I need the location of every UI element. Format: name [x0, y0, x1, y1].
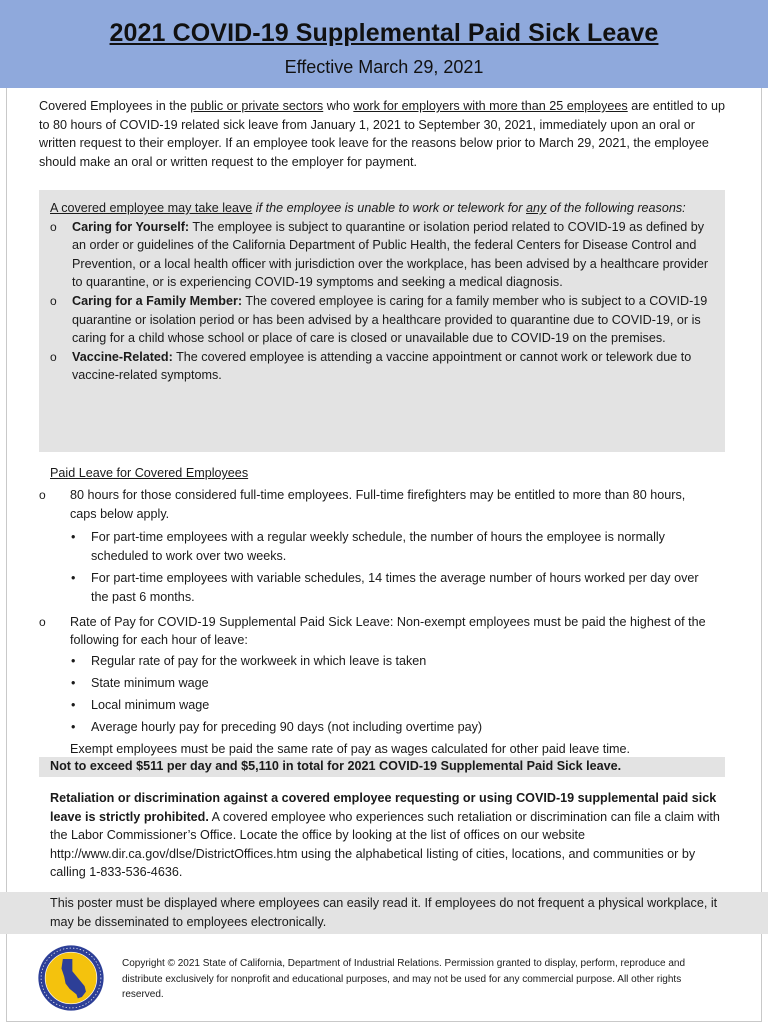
intro-underline-sectors: public or private sectors: [190, 99, 324, 113]
list-item: [39, 696, 711, 715]
list-item: [39, 652, 711, 671]
rate-list: [39, 613, 711, 650]
exempt-text: Exempt employees must be paid the same rate of pay as wages calculated for other paid leave time.: [70, 742, 631, 757]
sub-item-text: Average hourly pay for preceding 90 days (not including overtime pay): [91, 720, 483, 735]
sub-item-text: State minimum wage: [91, 675, 209, 690]
retaliation-bold: Retaliation or discrimination against a covered employee requesting or using COVID-19 supplemental paid sick leave is strictly prohibited.: [50, 791, 717, 824]
reason-label: Vaccine-Related:: [72, 349, 173, 364]
reasons-lead: [50, 199, 712, 218]
cap-text: Not to exceed $511 per day and $5,110 in total for 2021 COVID-19 Supplemental Paid Sick leave.: [50, 759, 622, 773]
disc-bullet-icon: •: [71, 530, 76, 545]
dir-seal-icon: [37, 944, 105, 1012]
sub-item-text: Local minimum wage: [91, 697, 210, 712]
rate-sub-list: [39, 652, 711, 737]
retaliation-paragraph: [50, 789, 720, 882]
reasons-lead-italic-2: of the following reasons:: [546, 201, 686, 215]
circle-bullet-icon: o: [50, 219, 57, 234]
circle-bullet-icon: o: [50, 349, 57, 364]
disc-bullet-icon: •: [71, 571, 76, 586]
reasons-lead-any: any: [526, 201, 547, 215]
sub-item-text: For part-time employees with variable schedules, 14 times the average number of hours worked per day over the past 6 months.: [91, 571, 699, 604]
intro-text-3: are entitled to up to 80 hours of COVID-19 related sick leave from January 1, 2021 to September 30, 2021, immediately upon an oral or written request to their employer. If an employee took leave for the reasons below prior to March 29, 2021, the employee should make an oral or written request to the employer for payment.: [39, 99, 726, 169]
disc-bullet-icon: •: [71, 697, 76, 712]
list-item: [39, 528, 711, 565]
reasons-lead-italic-1: if the employee is unable to work or telework for: [252, 201, 527, 215]
reasons-list: [39, 218, 712, 385]
reason-text: The employee is subject to quarantine or isolation period related to COVID-19 as defined by an order or guidelines of the California Department of Public Health, the federal Centers for Disease Control and Prevention, or a local health officer with jurisdiction over the workplace, has been advised by a healthcare provider to quarantine, or is experiencing COVID-19 symptoms and seeking a medical diagnosis.: [72, 219, 709, 290]
intro-text-2: who: [323, 99, 354, 113]
circle-bullet-icon: o: [39, 614, 46, 629]
paid-leave-list: [39, 486, 711, 759]
intro-text-1: Covered Employees in the: [39, 99, 191, 113]
disc-bullet-icon: •: [71, 653, 76, 668]
sub-item-text: Regular rate of pay for the workweek in which leave is taken: [91, 653, 427, 668]
hours-sub-list: [39, 528, 711, 606]
hours-text: 80 hours for those considered full-time employees. Full-time firefighters may be entitled to more than 80 hours, caps below apply.: [70, 488, 686, 521]
list-item: [39, 292, 712, 348]
reasons-lead-underlined: A covered employee may take leave: [50, 201, 253, 215]
reason-label: Caring for a Family Member:: [72, 293, 243, 308]
sub-item-text: For part-time employees with a regular weekly schedule, the number of hours the employee is normally scheduled to work over two weeks.: [91, 530, 665, 563]
copyright-notice: Copyright © 2021 State of California, Department of Industrial Relations. Permission granted to display, perform, reproduce and distribute exclusively for nonprofit and educational purposes, and may not be used for any commercial purpose. All other rights reserved.: [122, 958, 686, 1001]
reason-text: The covered employee is caring for a family member who is subject to a COVID-19 quarantine or isolation period or has been advised by a healthcare provided to quarantine due to COVID-19, or is caring for a child whose school or place of care is closed or unavailable due to COVID-19 on the premises.: [72, 293, 708, 346]
list-item: [39, 486, 711, 523]
list-item: [39, 218, 712, 292]
intro-underline-employers: work for employers with more than 25 employees: [353, 99, 628, 113]
circle-bullet-icon: o: [39, 488, 46, 502]
reasons-section: [50, 199, 712, 385]
reason-text: The covered employee is attending a vaccine appointment or cannot work or telework due to vaccine-related symptoms.: [72, 349, 692, 383]
disc-bullet-icon: •: [71, 720, 76, 735]
page-subtitle: Effective March 29, 2021: [284, 57, 484, 77]
list-item: [39, 718, 711, 737]
list-item: [39, 569, 711, 606]
list-item: [39, 613, 711, 650]
paid-leave-heading: [50, 464, 712, 483]
reason-label: Caring for Yourself:: [72, 219, 190, 234]
list-item: [39, 674, 711, 693]
disc-bullet-icon: •: [71, 675, 76, 690]
header-banner: [0, 0, 768, 88]
paid-leave-heading-text: Paid Leave for Covered Employees: [50, 466, 249, 480]
list-item: [39, 348, 712, 385]
poster-notice: This poster must be displayed where employees can easily read it. If employees do not frequent a physical workplace, it may be disseminated to employees electronically.: [50, 896, 718, 929]
circle-bullet-icon: o: [50, 293, 57, 308]
paid-leave-items: [39, 486, 711, 523]
paid-leave-section: [50, 464, 712, 483]
intro-paragraph: [39, 97, 729, 171]
rate-text: Rate of Pay for COVID-19 Supplemental Paid Sick Leave: Non-exempt employees must be paid the highest of the following for each hour of leave:: [70, 614, 706, 648]
retaliation-text: A covered employee who experiences such retaliation or discrimination can file a claim with the Labor Commissioner’s Office. Locate the office by looking at the list of offices on our website http://www.dir.ca.gov/dlse/DistrictOffices.htm using the alphabetical listing of cities, locations, and communities or by calling 1-833-536-4636.: [50, 809, 720, 880]
page-title: 2021 COVID-19 Supplemental Paid Sick Leave: [109, 19, 659, 47]
